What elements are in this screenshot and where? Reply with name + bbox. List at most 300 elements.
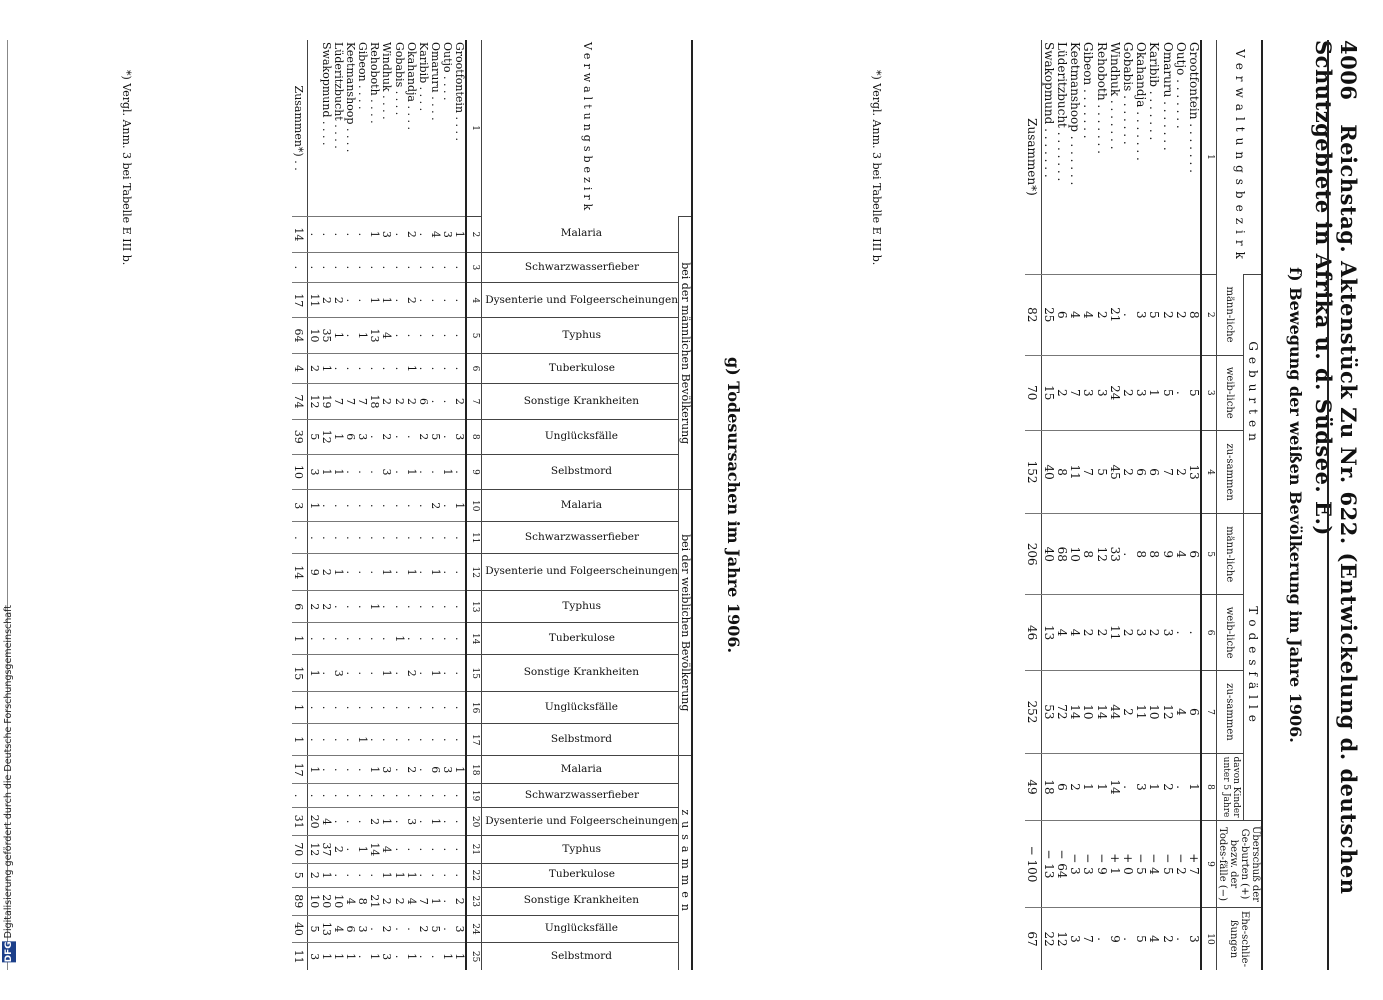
- table-cell: .: [405, 318, 417, 353]
- column-number-row: [1201, 40, 1217, 970]
- column-number: 10: [466, 490, 482, 522]
- table-cell: 35: [320, 318, 332, 353]
- table-cell: .: [392, 554, 404, 591]
- table-cell: + 7: [1187, 821, 1201, 908]
- district-name: Omaruru . . . .: [428, 42, 442, 121]
- table-cell: 2: [1095, 275, 1108, 356]
- table-cell: .: [429, 454, 441, 489]
- table-cell: .: [368, 863, 380, 887]
- table-cell: .: [405, 915, 417, 943]
- table-cell: .: [356, 217, 368, 252]
- table-cell: 1: [332, 554, 344, 591]
- table-cell: 6: [344, 419, 356, 454]
- table-cell: 9: [1108, 908, 1121, 971]
- column-number: 2: [466, 217, 482, 252]
- table-cell: .: [307, 724, 320, 756]
- table-cell: 3: [332, 655, 344, 692]
- district-name: Windhuk . . . . . . .: [1107, 42, 1122, 150]
- table-cell: .: [344, 318, 356, 353]
- table-cell: 89: [292, 887, 308, 915]
- table-cell: .: [441, 591, 453, 623]
- table-cell: 4: [405, 887, 417, 915]
- table-cell: 2: [429, 490, 441, 522]
- table-cell: 6: [1187, 514, 1201, 595]
- table-cell: 10: [1147, 670, 1160, 753]
- table-cell: .: [307, 252, 320, 283]
- table-cell: .: [453, 283, 466, 318]
- table-cell: .: [380, 724, 392, 756]
- table-row: [429, 40, 441, 970]
- section-f-title: f) Bewegung der weißen Bevölkerung im Jahre 1906.: [1286, 267, 1305, 743]
- column-number: 11: [466, 522, 482, 554]
- table-cell: 44: [1108, 670, 1121, 753]
- table-cell: .: [392, 835, 404, 863]
- table-cell: 2: [1147, 595, 1160, 671]
- table-cell: 1: [392, 863, 404, 887]
- deaths-total-header: zu-sammen: [1217, 670, 1244, 753]
- table-cell: .: [417, 318, 429, 353]
- table-cell: 1: [320, 353, 332, 384]
- cause-header: [482, 490, 679, 522]
- table-cell: .: [1121, 275, 1134, 356]
- district-name: Grootfontein . . . . . . .: [1187, 42, 1201, 173]
- cause-label: Malaria: [560, 762, 603, 775]
- table-cell: 6: [1187, 670, 1201, 753]
- column-number: 17: [466, 724, 482, 756]
- surplus-header: Überschuß der Ge-burten (+) bezw. der Todes-fälle (−): [1217, 821, 1263, 908]
- table-cell: 5: [1095, 431, 1108, 514]
- table-cell: 45: [1108, 431, 1121, 514]
- table-cell: .: [417, 835, 429, 863]
- table-cell: 1: [320, 863, 332, 887]
- table-cell: 10: [1068, 514, 1081, 595]
- table-cell: 5: [1187, 355, 1201, 431]
- table-cell: 5: [1147, 275, 1160, 356]
- table-cell: 5: [429, 915, 441, 943]
- table-row: [1055, 40, 1068, 970]
- table-cell: − 100: [1025, 821, 1042, 908]
- table-cell: 3: [356, 915, 368, 943]
- table-cell: .: [392, 915, 404, 943]
- table-cell: .: [453, 863, 466, 887]
- table-cell: .: [429, 784, 441, 808]
- table-cell: .: [368, 522, 380, 554]
- table-cell: .: [380, 784, 392, 808]
- table-cell: .: [344, 724, 356, 756]
- table-cell: .: [405, 490, 417, 522]
- table-cell: .: [344, 692, 356, 724]
- table-cell: .: [405, 835, 417, 863]
- cause-label: Unglücksfälle: [544, 700, 619, 713]
- table-cell: .: [344, 808, 356, 836]
- table-cell: − 64: [1055, 821, 1068, 908]
- digitization-text: Digitalisierung gefördert durch die Deutsche Forschungsgemeinschaft: [3, 605, 14, 939]
- table-cell: .: [417, 943, 429, 970]
- table-cell: 2: [380, 887, 392, 915]
- table-cell: .: [441, 318, 453, 353]
- table-cell: 40: [1041, 431, 1055, 514]
- table-cell: .: [417, 724, 429, 756]
- table-cell: 3: [307, 943, 320, 970]
- table-cell: 1: [392, 623, 404, 655]
- table-cell: .: [344, 554, 356, 591]
- table-cell: 6: [292, 591, 308, 623]
- cause-label: Malaria: [560, 227, 603, 240]
- table-cell: .: [320, 252, 332, 283]
- table-cell: 3: [1187, 908, 1201, 971]
- table-cell: 15: [292, 655, 308, 692]
- table-cell: .: [453, 591, 466, 623]
- column-number: 12: [466, 554, 482, 591]
- table-cell: .: [429, 283, 441, 318]
- table-cell: .: [356, 554, 368, 591]
- table-cell: 12: [307, 384, 320, 419]
- cause-label: Selbstmord: [550, 465, 613, 478]
- table-cell: 2: [453, 384, 466, 419]
- table-cell: .: [320, 522, 332, 554]
- table-cell: 2: [417, 419, 429, 454]
- female-population-header: bei der weiblichen Bevölkerung: [678, 490, 692, 756]
- column-number: 19: [466, 784, 482, 808]
- district-name: Keetmanshoop . . . . . . .: [1068, 42, 1083, 186]
- table-cell: 3: [1134, 355, 1147, 431]
- table-cell: 2: [380, 419, 392, 454]
- table-cell: 5: [1134, 908, 1147, 971]
- cause-header: [482, 724, 679, 756]
- table-cell: 72: [1055, 670, 1068, 753]
- table-cell: 5: [292, 863, 308, 887]
- table-cell: .: [332, 591, 344, 623]
- column-number: 9: [1201, 821, 1217, 908]
- table-cell: 1: [405, 554, 417, 591]
- table-cell: .: [417, 283, 429, 318]
- table-cell: .: [344, 756, 356, 784]
- table-cell: .: [392, 522, 404, 554]
- table-cell: .: [356, 943, 368, 970]
- section-g-title: g) Todesursachen im Jahre 1906.: [724, 356, 743, 654]
- district-name: Gobabis . . . .: [392, 42, 406, 116]
- table-cell: 13: [320, 915, 332, 943]
- cause-label: Dysenterie und Folgeerscheinungen: [485, 814, 678, 827]
- table-cell: .: [344, 252, 356, 283]
- table-cell: 2: [1174, 275, 1187, 356]
- table-cell: .: [332, 353, 344, 384]
- column-number: 7: [466, 384, 482, 419]
- table-cell: .: [368, 252, 380, 283]
- table-cell: .: [453, 252, 466, 283]
- column-number: 21: [466, 835, 482, 863]
- table-cell: 8: [1134, 514, 1147, 595]
- table-cell: 1: [405, 943, 417, 970]
- cause-label: Schwarzwasserfieber: [524, 260, 639, 273]
- table-cell: .: [1095, 908, 1108, 971]
- table-cell: 9: [1160, 514, 1173, 595]
- table-cell: .: [356, 863, 368, 887]
- table-cell: 1: [453, 217, 466, 252]
- births-header: Geburten: [1243, 275, 1262, 514]
- table-cell: .: [429, 353, 441, 384]
- cause-header: [482, 784, 679, 808]
- table-cell: .: [441, 808, 453, 836]
- cause-header: [482, 353, 679, 384]
- dfg-logo: DFG: [4, 941, 14, 963]
- table-cell: .: [453, 454, 466, 489]
- table-cell: − 5: [1160, 821, 1173, 908]
- table-cell: 8: [1081, 514, 1094, 595]
- table-cell: 12: [1160, 670, 1173, 753]
- table-cell: .: [1174, 754, 1187, 821]
- table-cell: 2: [1121, 355, 1134, 431]
- table-cell: 1: [429, 808, 441, 836]
- table-cell: .: [344, 490, 356, 522]
- table-cell: .: [441, 554, 453, 591]
- table-cell: .: [429, 384, 441, 419]
- table-cell: .: [320, 217, 332, 252]
- table-cell: .: [344, 353, 356, 384]
- table-cell: 4: [344, 887, 356, 915]
- table-cell: .: [453, 835, 466, 863]
- cause-label: Sonstige Krankheiten: [523, 666, 640, 679]
- table-cell: .: [417, 655, 429, 692]
- table-cell: .: [417, 591, 429, 623]
- table-cell: 4: [332, 915, 344, 943]
- table-cell: .: [320, 724, 332, 756]
- district-name: Windhuk . . . .: [380, 42, 394, 120]
- table-cell: .: [392, 318, 404, 353]
- table-cell: 18: [368, 384, 380, 419]
- district-name: Rehoboth . . . .: [368, 42, 382, 124]
- table-row: [1174, 40, 1187, 970]
- table-cell: 4: [380, 835, 392, 863]
- table-cell: .: [392, 419, 404, 454]
- table-cell: 4: [380, 318, 392, 353]
- table-cell: 1: [1095, 754, 1108, 821]
- cause-header: [482, 217, 679, 252]
- column-number: 15: [466, 655, 482, 692]
- births-female-header: weib-liche: [1217, 355, 1244, 431]
- column-number: 4: [1201, 431, 1217, 514]
- table-cell: 6: [1055, 275, 1068, 356]
- table-cell: 1: [332, 318, 344, 353]
- table-cell: .: [344, 454, 356, 489]
- table-cell: 17: [292, 756, 308, 784]
- table-cell: 12: [320, 419, 332, 454]
- table-cell: .: [441, 490, 453, 522]
- cause-label: Typhus: [562, 842, 601, 855]
- table-cell: 2: [1121, 595, 1134, 671]
- table-cell: − 3: [1081, 821, 1094, 908]
- cause-header: [482, 522, 679, 554]
- table-cell: 2: [1160, 275, 1173, 356]
- district-name: Rehoboth . . . . . . .: [1094, 42, 1109, 154]
- table-cell: 14: [1095, 670, 1108, 753]
- table-cell: .: [441, 353, 453, 384]
- table-cell: 4: [1055, 595, 1068, 671]
- table-cell: 2: [307, 591, 320, 623]
- header-rule: [1327, 40, 1329, 970]
- cause-header: [482, 808, 679, 836]
- table-cell: 2: [405, 217, 417, 252]
- table-cell: .: [332, 217, 344, 252]
- table-cell: .: [392, 454, 404, 489]
- table-cell: 1: [429, 887, 441, 915]
- table-cell: 14: [1068, 670, 1081, 753]
- births-deaths-body: [1025, 40, 1201, 970]
- table-cell: 11: [1068, 431, 1081, 514]
- table-cell: 2: [405, 283, 417, 318]
- table-cell: 22: [1041, 908, 1055, 971]
- column-number: 5: [1201, 514, 1217, 595]
- table-cell: .: [344, 863, 356, 887]
- table-cell: .: [392, 692, 404, 724]
- cause-label: Selbstmord: [550, 949, 613, 962]
- section-f-footnote: *) Vergl. Anm. 3 bei Tabelle E III b.: [870, 70, 883, 266]
- table-cell: 12: [1095, 514, 1108, 595]
- table-cell: .: [417, 863, 429, 887]
- table-cell: .: [405, 724, 417, 756]
- table-cell: .: [332, 522, 344, 554]
- table-cell: .: [453, 655, 466, 692]
- table-cell: 252: [1025, 670, 1042, 753]
- table-cell: 1: [441, 454, 453, 489]
- table-cell: .: [368, 692, 380, 724]
- cause-label: Sonstige Krankheiten: [523, 394, 640, 407]
- table-cell: 2: [1068, 754, 1081, 821]
- table-cell: 13: [1041, 595, 1055, 671]
- table-cell: 2: [1121, 670, 1134, 753]
- table-cell: .: [441, 784, 453, 808]
- table-cell: 3: [453, 419, 466, 454]
- district-name: Karibib . . . .: [416, 42, 430, 112]
- children-header: davon Kinder unter 5 Jahre: [1217, 754, 1244, 821]
- table-cell: 1: [405, 863, 417, 887]
- table-cell: .: [344, 283, 356, 318]
- table-cell: .: [453, 554, 466, 591]
- cause-header: [482, 943, 679, 970]
- column-number: 4: [466, 283, 482, 318]
- table-cell: 4: [320, 808, 332, 836]
- table-cell: .: [380, 623, 392, 655]
- table-cell: 6: [1147, 431, 1160, 514]
- table-row: [441, 40, 453, 970]
- table-cell: .: [356, 283, 368, 318]
- table-cell: 17: [292, 283, 308, 318]
- district-name: Grootfontein . . . .: [453, 42, 466, 141]
- table-cell: .: [307, 217, 320, 252]
- table-cell: .: [292, 252, 308, 283]
- table-cell: 70: [1025, 355, 1042, 431]
- table-row: [1121, 40, 1134, 970]
- table-cell: .: [307, 784, 320, 808]
- table-cell: .: [429, 692, 441, 724]
- table-cell: 7: [1081, 908, 1094, 971]
- table-cell: .: [441, 419, 453, 454]
- table-cell: 11: [307, 283, 320, 318]
- table-cell: .: [320, 490, 332, 522]
- table-cell: − 2: [1174, 821, 1187, 908]
- column-number: 14: [466, 623, 482, 655]
- table-cell: .: [392, 808, 404, 836]
- table-row: [1160, 40, 1173, 970]
- table-cell: .: [392, 217, 404, 252]
- table-cell: .: [307, 522, 320, 554]
- column-number: 2: [1201, 275, 1217, 356]
- table-cell: .: [417, 692, 429, 724]
- table-cell: .: [417, 217, 429, 252]
- cause-header: [482, 591, 679, 623]
- column-number: 9: [466, 454, 482, 489]
- table-cell: 1: [292, 724, 308, 756]
- table-cell: 1: [307, 655, 320, 692]
- table-cell: 70: [292, 835, 308, 863]
- column-number: 3: [1201, 355, 1217, 431]
- table-cell: .: [292, 784, 308, 808]
- district-name: Swakopmund . . . .: [319, 42, 333, 146]
- table-cell: .: [441, 863, 453, 887]
- table-cell: .: [453, 808, 466, 836]
- table-cell: .: [1121, 908, 1134, 971]
- table-cell: 2: [1121, 431, 1134, 514]
- table-cell: + 1: [1108, 821, 1121, 908]
- table-cell: 1: [380, 863, 392, 887]
- table-cell: 5: [307, 915, 320, 943]
- table-cell: 2: [320, 591, 332, 623]
- section-g-footnote: *) Vergl. Anm. 3 bei Tabelle E III b.: [120, 70, 133, 266]
- table-cell: .: [429, 623, 441, 655]
- table-cell: .: [344, 591, 356, 623]
- table-cell: 39: [292, 419, 308, 454]
- table-cell: 4: [292, 353, 308, 384]
- table-cell: 8: [1055, 431, 1068, 514]
- table-cell: .: [392, 724, 404, 756]
- total-row: [1025, 40, 1042, 970]
- column-number: 22: [466, 863, 482, 887]
- table-cell: .: [429, 835, 441, 863]
- digitization-note: [2, 605, 14, 995]
- table-cell: − 3: [1068, 821, 1081, 908]
- deaths-female-header: weib-liche: [1217, 595, 1244, 671]
- table-cell: .: [429, 724, 441, 756]
- column-number: 8: [466, 419, 482, 454]
- column-number: 6: [466, 353, 482, 384]
- district-name: Lüderitzbucht . . . . . . .: [1055, 42, 1070, 182]
- table-cell: .: [441, 915, 453, 943]
- table-cell: 10: [307, 318, 320, 353]
- table-cell: 3: [356, 419, 368, 454]
- table-cell: 4: [429, 217, 441, 252]
- table-cell: 2: [320, 554, 332, 591]
- table-cell: .: [320, 756, 332, 784]
- table-cell: .: [453, 623, 466, 655]
- column-number: 13: [466, 591, 482, 623]
- causes-body: [292, 40, 466, 970]
- district-name: Keetmanshoop . . . .: [344, 42, 358, 153]
- table-cell: 4: [1068, 275, 1081, 356]
- table-cell: 7: [356, 384, 368, 419]
- district-name: Outjo . . . .: [440, 42, 454, 101]
- table-cell: 2: [417, 915, 429, 943]
- table-cell: 2: [1174, 431, 1187, 514]
- table-cell: 4: [1081, 275, 1094, 356]
- table-cell: .: [441, 655, 453, 692]
- table-cell: 1: [429, 655, 441, 692]
- table-row: [1147, 40, 1160, 970]
- table-cell: 1: [453, 943, 466, 970]
- table-cell: .: [344, 784, 356, 808]
- table-cell: .: [320, 655, 332, 692]
- table-cell: .: [441, 887, 453, 915]
- table-cell: .: [1187, 595, 1201, 671]
